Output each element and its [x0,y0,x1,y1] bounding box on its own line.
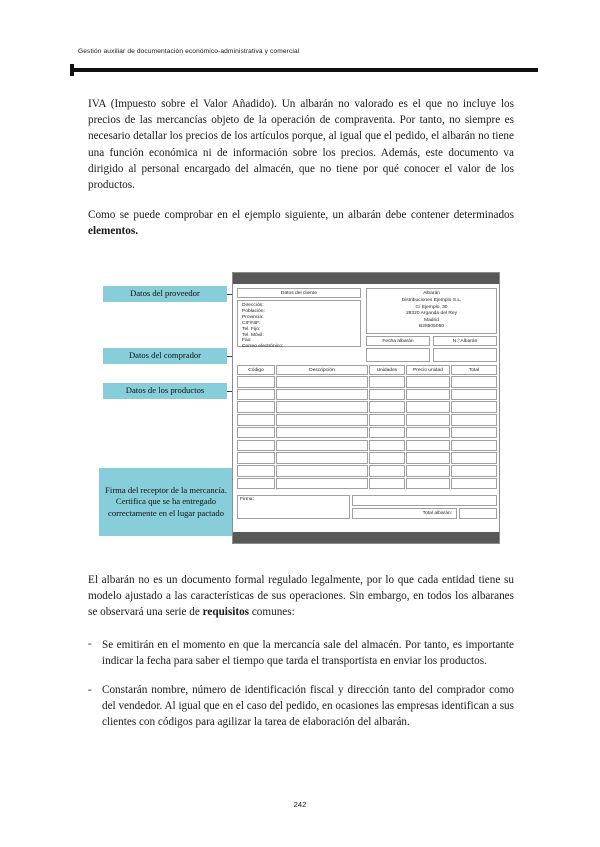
customer-field-poblacion: Población: [242,308,265,314]
paragraph-requisitos-emphasis: requisitos [202,606,250,619]
product-cell-descripcion[interactable] [276,376,368,388]
paragraph-elementos-emphasis: elementos. [88,225,139,238]
product-cell-total[interactable] [451,389,497,401]
product-row [237,401,497,413]
requisitos-list [88,637,514,731]
column-header-total: Total [451,365,497,375]
products-table [237,365,497,490]
body-text-lower [88,572,514,744]
product-cell-precio-unidad[interactable] [406,465,450,477]
customer-section-title: Datos del cliente [237,288,361,298]
callout-datos-proveedor: Datos del proveedor [103,286,227,302]
column-header-precio-unidad: Precio unidad [406,365,450,375]
product-cell-descripcion[interactable] [276,478,368,490]
supplier-tax-id: B28505050 [418,324,445,330]
callout-datos-comprador: Datos del comprador [103,348,227,364]
supplier-company-name: Distribuciones Ejemplo S.L. [401,298,462,304]
product-row [237,452,497,464]
product-cell-total[interactable] [451,414,497,426]
product-cell-unidades[interactable] [369,465,405,477]
product-cell-precio-unidad[interactable] [406,376,450,388]
albaran-form [232,272,500,544]
observations-field[interactable] [352,495,497,506]
albaran-date-label: Fecha albarán [366,336,430,346]
list-dash-marker: - [88,683,92,696]
page-number: 242 [293,800,307,809]
product-cell-descripcion[interactable] [276,440,368,452]
product-cell-descripcion[interactable] [276,414,368,426]
customer-fields-block [237,300,361,350]
product-cell-descripcion[interactable] [276,465,368,477]
product-cell-unidades[interactable] [369,414,405,426]
product-cell-total[interactable] [451,376,497,388]
total-albaran-label: Total albarán: [352,508,457,519]
product-cell-unidades[interactable] [369,389,405,401]
customer-field-correo: Correo electrónico: [242,344,284,350]
customer-field-provincia: Provincia: [242,314,264,320]
product-row [237,427,497,439]
product-row [237,389,497,401]
body-text-upper [88,96,514,254]
product-cell-precio-unidad[interactable] [406,414,450,426]
product-cell-codigo[interactable] [237,452,275,464]
product-cell-codigo[interactable] [237,414,275,426]
customer-field-cif: CIF/NIF: [242,320,261,326]
product-row [237,440,497,452]
paragraph-requisitos [88,572,514,621]
product-cell-unidades[interactable] [369,376,405,388]
running-title: Gestión auxiliar de documentación económico-administrativa y comercial [78,48,300,55]
customer-field-direccion: Dirección: [242,303,264,308]
supplier-street: C/ Ejemplo, 30 [415,304,448,310]
product-cell-descripcion[interactable] [276,427,368,439]
product-cell-precio-unidad[interactable] [406,401,450,413]
product-cell-unidades[interactable] [369,452,405,464]
customer-field-tel-fijo: Tel. Fijo: [242,326,261,332]
product-cell-codigo[interactable] [237,440,275,452]
supplier-info-block [366,288,497,334]
column-header-descripcion: Descripción [276,365,368,375]
product-cell-total[interactable] [451,427,497,439]
product-cell-codigo[interactable] [237,376,275,388]
product-row [237,376,497,388]
product-cell-precio-unidad[interactable] [406,427,450,439]
total-albaran-field[interactable] [459,508,497,519]
form-top-band [233,273,499,284]
form-bottom-band [233,532,499,543]
product-cell-precio-unidad[interactable] [406,452,450,464]
list-dash-marker: - [88,638,92,651]
product-row [237,465,497,477]
signature-label: Firma: [240,497,254,502]
product-cell-unidades[interactable] [369,427,405,439]
customer-field-tel-movil: Tel. Móvil: [242,332,264,338]
supplier-doc-type: Albarán [423,290,440,296]
requisito-item [88,637,514,669]
product-cell-unidades[interactable] [369,440,405,452]
product-cell-codigo[interactable] [237,389,275,401]
paragraph-requisitos-text-1: El albarán no es un documento formal regulado legalmente, por lo que cada entidad tiene su modelo ajustado a las características de sus operaciones. Sin embargo, en todos los albaranes se observará una serie de [88,574,514,619]
product-cell-codigo[interactable] [237,478,275,490]
column-header-codigo: Código [237,365,275,375]
product-cell-descripcion[interactable] [276,389,368,401]
albaran-date-field[interactable] [366,348,430,362]
callout-datos-productos: Datos de los productos [103,383,227,399]
product-cell-total[interactable] [451,478,497,490]
paragraph-iva: IVA (Impuesto sobre el Valor Añadido). Un albarán no valorado es el que no incluye los precios de las mercancías objeto de la operación de compraventa. Por tanto, no siempre es necesario detallar los precios de los artículos porque, al igual que el pedido, el albarán no tiene una función económica ni de información sobre los precios. Además, este documento va dirigido al personal encargado del almacén, que no tiene por qué conocer el valor de los productos. [88,98,514,192]
callout-firma-receptor: Firma del receptor de la mercancía. Certifica que se ha entregado correctamente en el lugar pactado [99,468,233,536]
product-cell-total[interactable] [451,401,497,413]
supplier-city-postal: 28320 Arganda del Rey [405,311,458,317]
product-cell-descripcion[interactable] [276,452,368,464]
product-cell-total[interactable] [451,452,497,464]
product-cell-codigo[interactable] [237,427,275,439]
requisito-item-text: Se emitirán en el momento en que la mercancía sale del almacén. Por tanto, es importante indicar la fecha para saber el tiempo que tarda el transportista en enviar los productos. [102,638,514,667]
albaran-example-figure [0,268,600,553]
paragraph-elementos-text: Como se puede comprobar en el ejemplo siguiente, un albarán debe contener determinados [88,209,514,222]
requisito-item-text: Constarán nombre, número de identificación fiscal y dirección tanto del comprador como del vendedor. Al igual que en el caso del pedido, en ocasiones las empresas identifican a sus clientes con códigos para agilizar la tarea de elaboración del albarán. [102,684,514,729]
product-cell-total[interactable] [451,440,497,452]
requisito-item [88,682,514,731]
paragraph-elementos [88,207,514,239]
albaran-number-field[interactable] [433,348,497,362]
product-cell-precio-unidad[interactable] [406,478,450,490]
product-cell-codigo[interactable] [237,401,275,413]
product-cell-precio-unidad[interactable] [406,440,450,452]
product-cell-precio-unidad[interactable] [406,389,450,401]
albaran-number-label: N.º Albarán [433,336,497,346]
products-table-body [237,376,497,489]
products-table-header-row [237,365,497,375]
product-cell-total[interactable] [451,465,497,477]
customer-field-fax: Fax: [242,338,252,344]
product-cell-unidades[interactable] [369,401,405,413]
product-cell-codigo[interactable] [237,465,275,477]
header-rule [70,68,538,72]
product-cell-unidades[interactable] [369,478,405,490]
supplier-province: Madrid [424,317,439,323]
product-row [237,414,497,426]
paragraph-requisitos-text-2: comunes: [249,606,295,619]
product-row [237,478,497,490]
page-header [0,48,600,74]
product-cell-descripcion[interactable] [276,401,368,413]
column-header-unidades: Unidades [369,365,405,375]
